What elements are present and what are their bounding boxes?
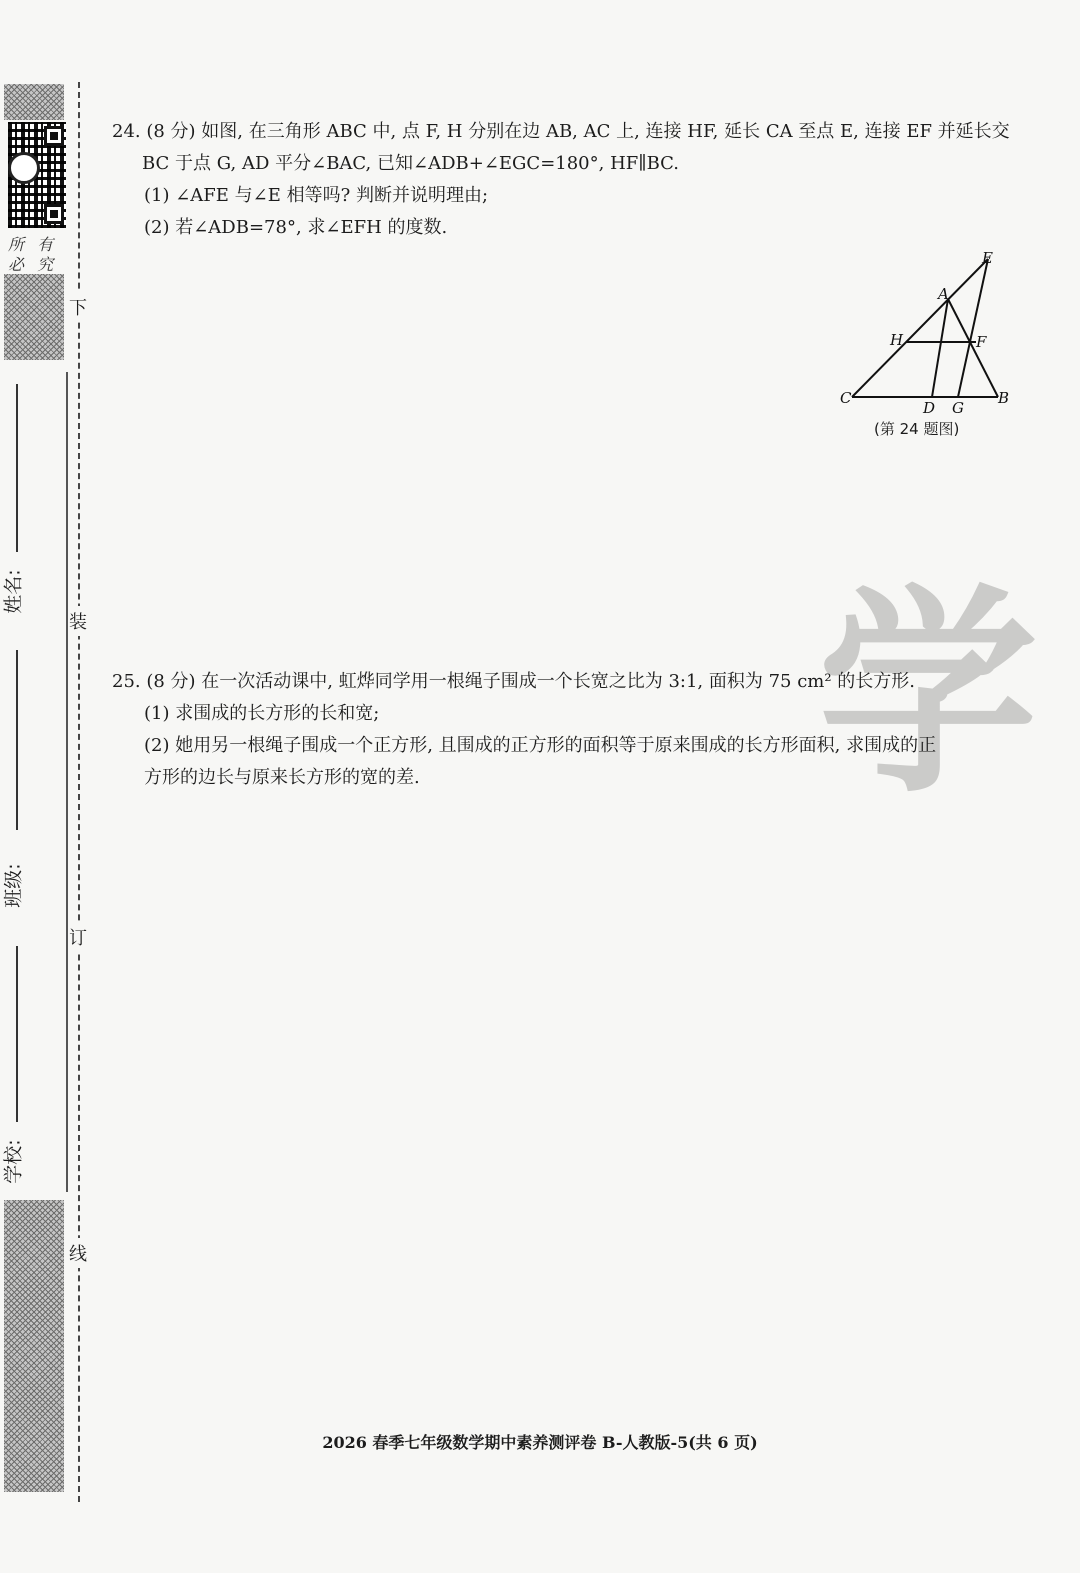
logo-icon [8, 152, 40, 184]
q25-part2-line1: (2) 她用另一根绳子围成一个正方形, 且围成的正方形的面积等于原来围成的长方形面积, 求围成的正 [144, 735, 937, 756]
q25-part1: (1) 求围成的长方形的长和宽; [144, 703, 380, 724]
segment-AB [948, 299, 998, 397]
point-label-E: E [982, 249, 993, 267]
triangle-figure [830, 245, 1020, 415]
hatch-block-upper [4, 274, 64, 360]
copyright-text-2: 必 究 [8, 255, 58, 274]
binding-mark-ding: 订 [69, 922, 87, 952]
point-label-C: C [840, 389, 852, 407]
q25-part2-line2: 方形的边长与原来长方形的宽的差. [144, 767, 420, 788]
binding-solid-line [66, 372, 68, 1192]
binding-mark-xia: 下 [69, 292, 87, 322]
hatch-block-top [4, 84, 64, 120]
question-24 [112, 116, 1012, 244]
name-label: 姓名: [2, 569, 25, 614]
figure-caption: (第 24 题图) [874, 420, 960, 438]
q24-line1: 24. (8 分) 如图, 在三角形 ABC 中, 点 F, H 分别在边 AB, AC 上, 连接 HF, 延长 CA 至点 E, 连接 EF 并延长交 [112, 121, 1010, 142]
class-label: 班级: [2, 863, 25, 908]
point-label-F: F [976, 333, 987, 351]
point-label-D: D [923, 399, 936, 415]
question-25 [112, 666, 1022, 794]
copyright-text-1: 所 有 [8, 235, 58, 254]
point-label-G: G [952, 399, 964, 415]
q24-line2: BC 于点 G, AD 平分∠BAC, 已知∠ADB+∠EGC=180°, HF∥BC. [142, 153, 679, 174]
name-fill-line[interactable] [16, 384, 18, 552]
q25-line1: 25. (8 分) 在一次活动课中, 虹烨同学用一根绳子围成一个长宽之比为 3:1, 面积为 75 cm² 的长方形. [112, 671, 916, 692]
point-label-H: H [890, 331, 904, 349]
school-fill-line[interactable] [16, 946, 18, 1122]
point-label-B: B [998, 389, 1010, 407]
q24-part1: (1) ∠AFE 与∠E 相等吗? 判断并说明理由; [144, 185, 489, 206]
binding-mark-zhuang: 装 [69, 606, 87, 636]
q24-part2: (2) 若∠ADB=78°, 求∠EFH 的度数. [144, 217, 448, 238]
page-footer: 2026 春季七年级数学期中素养测评卷 B-人教版-5(共 6 页) [322, 1433, 758, 1452]
point-label-A: A [938, 285, 949, 303]
binding-mark-xian: 线 [69, 1238, 87, 1268]
class-fill-line[interactable] [16, 650, 18, 830]
watermark-xue: 学 [818, 566, 1039, 822]
segment-CE [852, 259, 988, 397]
school-label: 学校: [2, 1139, 25, 1184]
